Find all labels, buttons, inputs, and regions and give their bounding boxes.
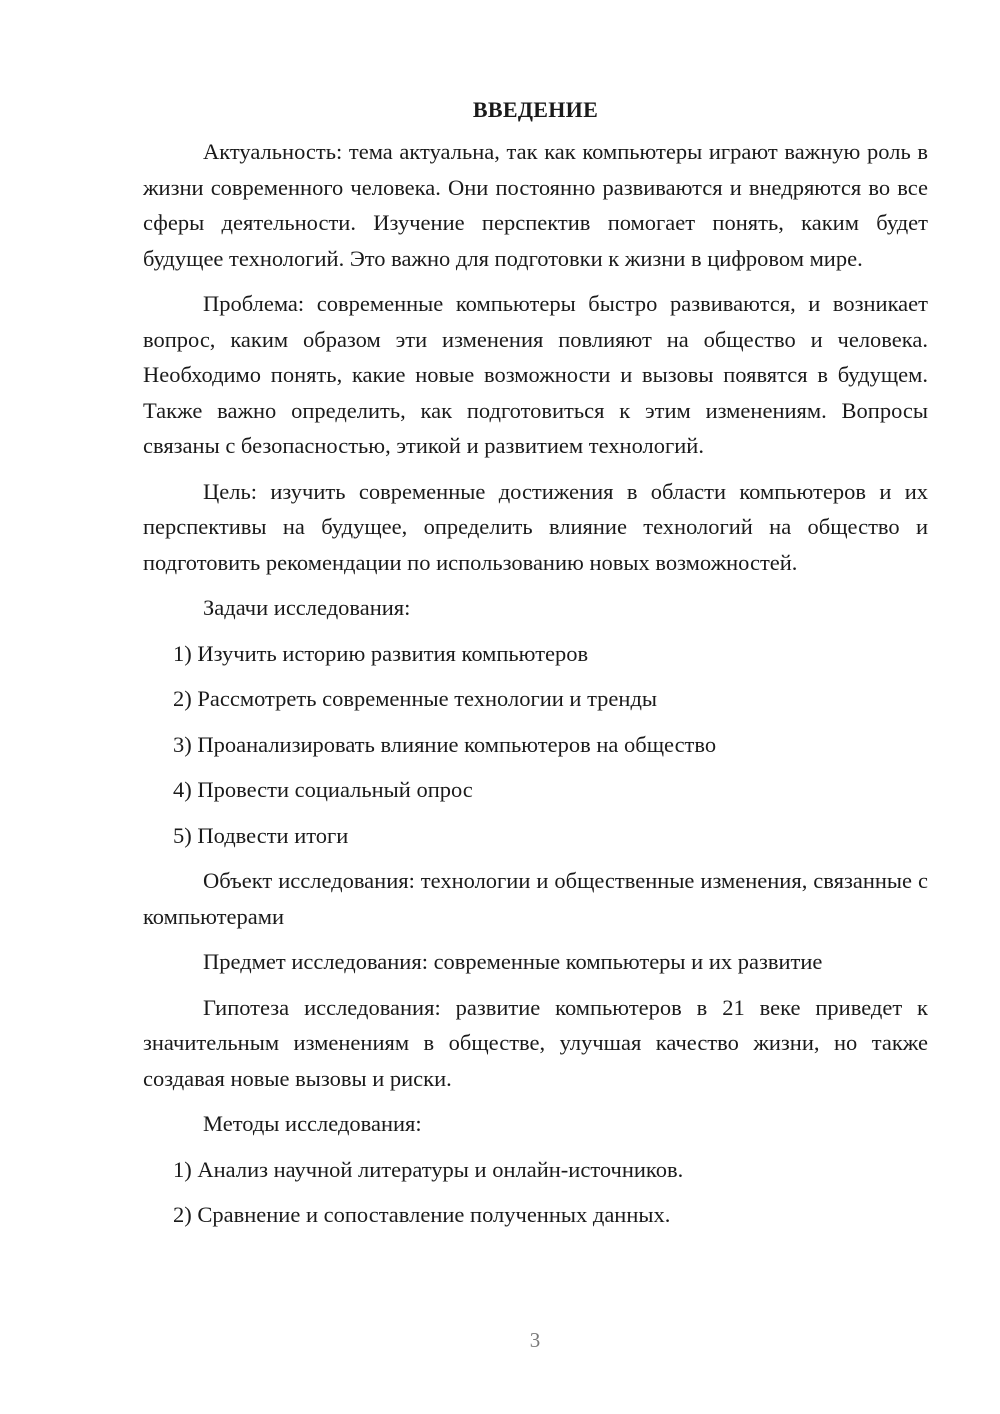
subject-paragraph: Предмет исследования: современные компьютеры и их развитие	[203, 949, 823, 974]
tasks-title: Задачи исследования:	[203, 595, 411, 620]
list-item: 2) Сравнение и сопоставление полученных данных.	[173, 1202, 671, 1227]
goal-paragraph: Цель: изучить современные достижения в области компьютеров и их перспективы на будущее, определить влияние технологий на общество и подготовить рекомендации по использованию новых возможностей.	[143, 478, 928, 575]
document-page	[143, 92, 928, 1243]
hypothesis-paragraph: Гипотеза исследования: развитие компьютеров в 21 веке приведет к значительным изменениям в обществе, улучшая качество жизни, но также создавая новые вызовы и риски.	[143, 994, 928, 1091]
page-title: ВВЕДЕНИЕ	[472, 97, 599, 122]
list-item: 5) Подвести итоги	[173, 822, 349, 848]
list-item: 1) Анализ научной литературы и онлайн-источников.	[173, 1156, 684, 1182]
problem-paragraph: Проблема: современные компьютеры быстро развиваются, и возникает вопрос, каким образом эти изменения повлияют на общество и человека. Необходимо понять, какие новые возможности и вызовы появятся в будущем. Также важно определить, как подготовиться к этим изменениям. Вопросы связаны с безопасностью, этикой и развитием технологий.	[143, 291, 928, 458]
list-item: 3) Проанализировать влияние компьютеров на общество	[173, 731, 717, 757]
page-number: 3	[529, 1328, 541, 1352]
object-paragraph: Объект исследования: технологии и общественные изменения, связанные с компьютерами	[143, 868, 928, 929]
tasks-list	[143, 636, 928, 854]
list-item: 1) Изучить историю развития компьютеров	[173, 640, 589, 666]
list-item: 2) Рассмотреть современные технологии и тренды	[173, 686, 658, 711]
relevance-paragraph: Актуальность: тема актуальна, так как компьютеры играют важную роль в жизни современного человека. Они постоянно развиваются и внедряются во все сферы деятельности. Изучение перспектив помогает понять, каким будет будущее технологий. Это важно для подготовки к жизни в цифровом мире.	[143, 139, 928, 271]
methods-title: Методы исследования:	[203, 1111, 422, 1136]
methods-list	[143, 1152, 928, 1233]
list-item: 4) Провести социальный опрос	[173, 777, 473, 802]
